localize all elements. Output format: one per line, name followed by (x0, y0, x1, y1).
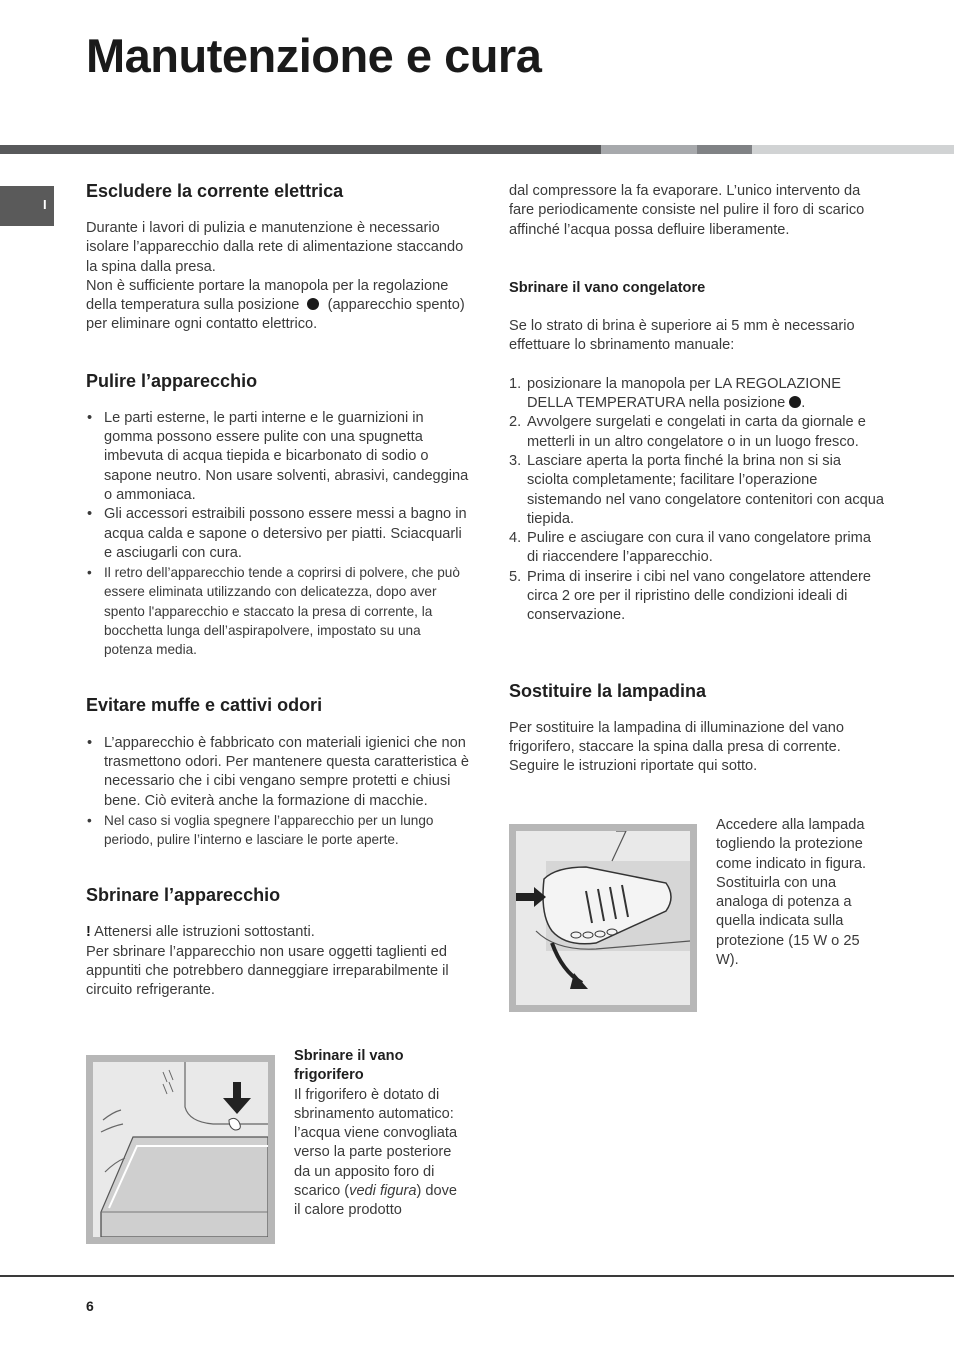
heading-pulire: Pulire l’apparecchio (86, 370, 258, 391)
para-escludere-1: Durante i lavori di pulizia e manutenzione è necessario isolare l’apparecchio dalla rete di alimentazione staccando la spina dalla presa. (86, 220, 464, 275)
warning-icon: ! (86, 924, 91, 941)
fridge-drain-illustration (93, 1062, 268, 1237)
list-evitare (86, 734, 472, 850)
off-position-dot-icon (789, 396, 801, 408)
header-bar-dark (0, 145, 601, 154)
list-item: 2. Avvolgere surgelati e congelati in carta da giornale e metterli in un altro congelatore o in un luogo fresco. (509, 414, 866, 450)
language-tab: I (0, 186, 54, 226)
lamp-cover-illustration (516, 831, 690, 1005)
heading-evitare: Evitare muffe e cattivi odori (86, 694, 323, 715)
lamp-figure (509, 824, 697, 1012)
left-column (86, 180, 472, 1001)
list-item: • Le parti esterne, le parti interne e le guarnizioni in gomma possono essere pulite con una spugnetta imbevuta di acqua tiepida e bicarbonato di sodio o sapone neutro. Non usare solventi, abrasivi, candeggina o ammoniaca. (86, 409, 472, 505)
fridge-defrost-text (294, 1047, 464, 1221)
para-escludere-2: Non è sufficiente portare la manopola per la regolazione della temperatura sulla posizione (apparecchio spento) per eliminare ogni contatto elettrico. (86, 277, 465, 333)
header-bar-mid (601, 145, 697, 154)
header-bar-light (752, 145, 954, 154)
lamp-side-text: Accedere alla lampada togliendo la protezione come indicato in figura. Sostituirla con una analoga di potenza a quella indicata sulla protezione (15 W o 25 W). (716, 817, 867, 969)
heading-lampadina: Sostituire la lampadina (509, 680, 707, 701)
heading-sbrinare-congelatore: Sbrinare il vano congelatore (509, 279, 706, 296)
header-bar-dark2 (697, 145, 752, 154)
list-item: • Gli accessori estraibili possono essere messi a bagno in acqua calda e sapone o detersivo per piatti. Sciacquarli e asciugarli con cura. (86, 505, 472, 563)
list-item: 1. posizionare la manopola per LA REGOLAZIONE DELLA TEMPERATURA nella posizione . (509, 375, 841, 412)
steps-congelatore (509, 375, 884, 626)
heading-sbrinare-frigorifero: Sbrinare il vano frigorifero (294, 1048, 404, 1084)
warning-line: ! Attenersi alle istruzioni sottostanti. (86, 924, 315, 941)
page-number: 6 (86, 1298, 94, 1314)
off-position-dot-icon (307, 298, 319, 310)
list-item: 4. Pulire e asciugare con cura il vano congelatore prima di riaccendere l’apparecchio. (509, 530, 871, 566)
fridge-drain-figure (86, 1055, 275, 1244)
para-congelatore-intro: Se lo strato di brina è superiore ai 5 mm è necessario effettuare lo sbrinamento manuale: (509, 318, 855, 354)
heading-escludere: Escludere la corrente elettrica (86, 181, 344, 201)
list-item: • Il retro dell’apparecchio tende a coprirsi di polvere, che può essere eliminata utilizzando con delicatezza, dopo aver spento l'apparecchio e staccato la presa di corrente, la bocchetta lunga dell’aspirapolvere, impostato su una potenza media. (86, 563, 472, 659)
page-title: Manutenzione e cura (86, 29, 542, 82)
footer-rule (0, 1275, 954, 1277)
list-item: • Nel caso si voglia spegnere l’apparecchio per un lungo periodo, pulire l’interno e lasciare le porte aperte. (86, 811, 472, 850)
list-item: 3. Lasciare aperta la porta finché la brina non si sia sciolta completamente; facilitare l’operazione sistemando nel vano congelatore contenitori con acqua tiepida. (509, 452, 884, 527)
list-pulire (86, 409, 472, 660)
para-lampadina: Per sostituire la lampadina di illuminazione del vano frigorifero, staccare la spina dalla presa di corrente. Seguire le istruzioni riportate qui sotto. (509, 719, 845, 775)
list-item: • L’apparecchio è fabbricato con materiali igienici che non trasmettono odori. Per mantenere questa caratteristica è necessario che i cibi vengano sempre protetti e chiusi bene. Ciò eviterà anche la formazione di macchie. (86, 734, 472, 811)
para-sbrinare-frigorifero: Il frigorifero è dotato di sbrinamento automatico: l’acqua viene convogliata verso la parte posteriore da un apposito foro di scarico (vedi figura) dove il calore prodotto (294, 1086, 458, 1219)
right-column (509, 182, 884, 777)
para-sbrinare: Per sbrinare l’apparecchio non usare oggetti taglienti ed appuntiti che potrebbero danneggiare irreparabilmente il circuito refrigerante. (86, 943, 449, 999)
list-item: 5. Prima di inserire i cibi nel vano congelatore attendere circa 2 ore per il ripristino delle condizioni ideali di conservazione. (509, 568, 871, 624)
para-continuation: dal compressore la fa evaporare. L’unico intervento da fare periodicamente consiste nel pulire il foro di scarico affinché l’acqua possa defluire liberamente. (509, 183, 865, 238)
heading-sbrinare: Sbrinare l’apparecchio (86, 885, 281, 906)
